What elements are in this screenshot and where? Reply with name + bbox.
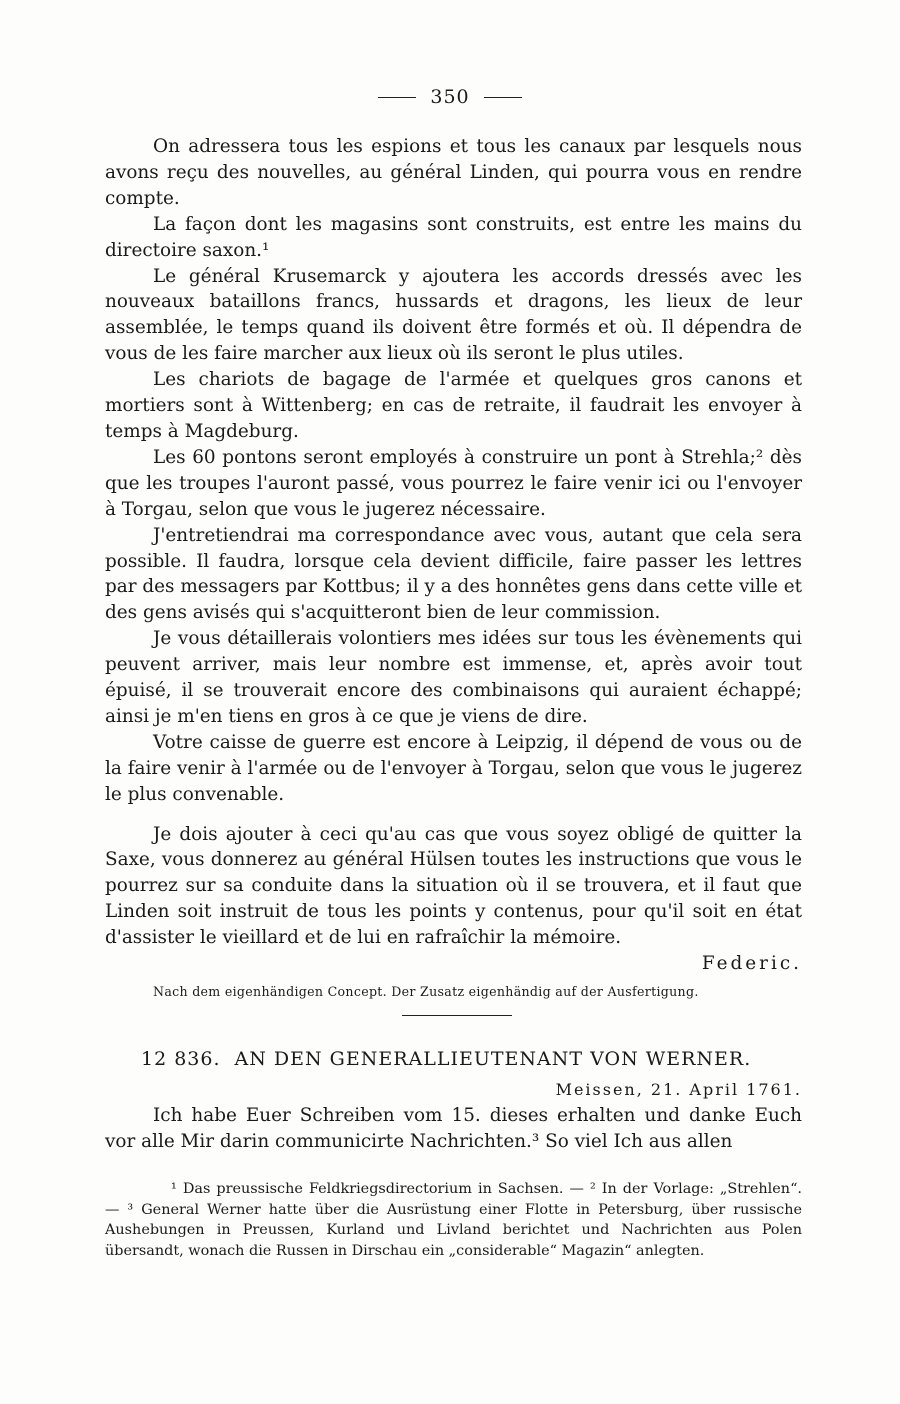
paragraph: Le général Krusemarck y ajoutera les accords dressés avec les nouveaux bataillons francs, hussards et dragons, les lieux de leur assemblée, le temps quand ils doivent être formés et où. Il dépendra de vous de les faire marcher aux lieux où ils seront le plus utiles. bbox=[105, 265, 802, 365]
header-rule-right bbox=[484, 97, 522, 98]
letter-heading bbox=[105, 1047, 802, 1073]
signature: Federic. bbox=[701, 953, 802, 975]
footnote-text: ¹ Das preussische Feldkriegsdirectorium in Sachsen. — ² In der Vorlage: „Strehlen“. — ³ General Werner hatte über die Ausrüstung einer Flotte in Petersburg, über russische Aushebungen in Preussen, Kurland und Livland berichtet und Nachrichten aus Polen übersandt, wonach die Russen in Dirschau ein „considerable“ Magazin“ anlegten. bbox=[105, 1181, 802, 1259]
paragraph: J'entretiendrai ma correspondance avec vous, autant que cela sera possible. Il faudra, lorsque cela devient difficile, faire passer les lettres par des messagers par Kottbus; il y a des honnêtes gens dans cette ville et des gens avisés qui s'acquitteront bien de leur commission. bbox=[105, 524, 802, 624]
page-number: 350 bbox=[430, 86, 470, 108]
footnotes bbox=[105, 1179, 802, 1261]
header-rule-left bbox=[378, 97, 416, 98]
letter-body-french bbox=[105, 134, 802, 1001]
paragraph: Les chariots de bagage de l'armée et quelques gros canons et mortiers sont à Wittenberg; en cas de retraite, il faudrait les envoyer à temps à Magdeburg. bbox=[105, 369, 802, 442]
paragraph: Votre caisse de guerre est encore à Leipzig, il dépend de vous ou de la faire venir à l'armée ou de l'envoyer à Torgau, selon que vous le jugerez le plus convenable. bbox=[105, 731, 802, 805]
paragraph: Les 60 pontons seront employés à construire un pont à Strehla;² dès que les troupes l'auront passé, vous pourrez le faire venir ici ou l'envoyer à Torgau, selon que vous le jugerez nécessaire. bbox=[105, 446, 802, 520]
paragraph: La façon dont les magasins sont construits, est entre les mains du directoire saxon.¹ bbox=[105, 213, 802, 261]
section-divider bbox=[402, 1015, 512, 1016]
letter-title: AN DEN GENERALLIEUTENANT VON WERNER. bbox=[234, 1048, 752, 1070]
letter-section bbox=[105, 1047, 802, 1155]
source-note: Nach dem eigenhändigen Concept. Der Zusatz eigenhändig auf der Ausfertigung. bbox=[153, 984, 699, 999]
letter-number: 12 836. bbox=[141, 1048, 221, 1070]
letter-body-german: Ich habe Euer Schreiben vom 15. dieses erhalten und danke Euch vor alle Mir darin communicirte Nachrichten.³ So viel Ich aus allen bbox=[105, 1104, 802, 1152]
letter-place-date: Meissen, 21. April 1761. bbox=[555, 1079, 802, 1099]
paragraph: Je vous détaillerais volontiers mes idées sur tous les évènements qui peuvent arriver, mais leur nombre est immense, et, après avoir tout épuisé, il se trouverait encore des combinaisons qui auraient échappé; ainsi je m'en tiens en gros à ce que je viens de dire. bbox=[105, 628, 802, 727]
postscript-paragraph: Je dois ajouter à ceci qu'au cas que vous soyez obligé de quitter la Saxe, vous donnerez au général Hülsen toutes les instructions que vous le pourrez sur sa conduite dans la situation où il se trouvera, et il faut que Linden soit instruit de tous les points y contenus, pour qu'il soit en état d'assister le vieillard et de lui en rafraîchir la mémoire. bbox=[105, 823, 802, 949]
page-header bbox=[0, 86, 900, 108]
paragraph: On adressera tous les espions et tous les canaux par lesquels nous avons reçu des nouvelles, au général Linden, qui pourra vous en rendre compte. bbox=[105, 136, 802, 209]
